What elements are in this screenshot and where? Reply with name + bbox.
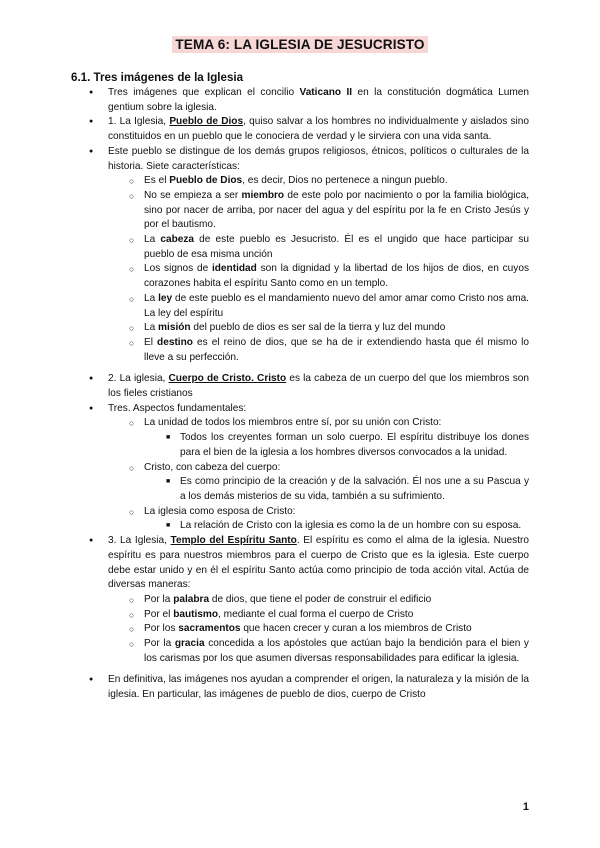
aspect-detail: ■ Es como principio de la creación y de la salvación. Él nos une a su Pascua y a los demás misterios de su vida, también a su sufrimiento. — [144, 475, 529, 504]
aspect-detail: ■ Todos los creyentes forman un solo cuerpo. El espíritu distribuye los dones para el bien de la iglesia a los hombres diversos convocados a la unidad. — [144, 431, 529, 460]
bullet-siete-caracteristicas: ● Este pueblo se distingue de los demás grupos religiosos, étnicos, políticos o culturales de la historia. Siete características: ○ Es el Pueblo de Dios, es decir, Dios no pertenece a ningun pueblo. ○ No se empieza a ser miembro de este polo por nacimiento o por la familia biológica, sino por nacer de arriba, por nacer del agua y del espíritu por la fe en Cristo Jesús y por el bautismo. ○ La cabeza de este pueblo es Jesucristo. Él es el ungido que hace participar su pueblo de esa misma unción ○ Los signos de identidad son la dignidad y la libertad de los hijos de dios, en cuyos corazones habita el espíritu Santo como en un templo. ○ La ley de este pueblo es el mandamiento nuevo del amor amar como Cristo nos ama. La ley del espíritu ○ La misión del pueblo de dios es ser sal de la tierra y luz del mundo ○ El destino es el reino de dios, que se ha de ir extendiendo hasta que él mismo lo lleve a su perfección. — [0, 145, 600, 366]
document-title: TEMA 6: LA IGLESIA DE JESUCRISTO — [172, 36, 427, 53]
characteristic-item: ○ La cabeza de este pueblo es Jesucristo. Él es el ungido que hace participar su pueblo de esa misma unción — [108, 233, 529, 262]
way-item: ○ Por la palabra de dios, que tiene el poder de construir el edificio — [108, 593, 529, 608]
bullet-vaticano: ● Tres imágenes que explican el concilio Vaticano II en la constitución dogmática Lumen gentium sobre la iglesia. — [0, 86, 600, 115]
characteristic-item: ○ La misión del pueblo de dios es ser sal de la tierra y luz del mundo — [108, 321, 529, 336]
underlined-term: Templo del Espíritu Santo — [170, 535, 297, 547]
document-body — [0, 86, 600, 703]
main-bullet-list — [0, 86, 600, 703]
underlined-term: Pueblo de Dios — [169, 116, 244, 128]
ways-list — [108, 593, 529, 667]
aspect-item: ○ Cristo, con cabeza del cuerpo: ■ Es como principio de la creación y de la salvación. Él nos une a su Pascua y a los demás misterios de su vida, también a su sufrimiento. — [108, 461, 529, 505]
bullet-aspectos: ● Tres. Aspectos fundamentales: ○ La unidad de todos los miembros entre sí, por su unión con Cristo: ■ Todos los creyentes forman un solo cuerpo. El espíritu distribuye los dones para el bien de la iglesia a los hombres diversos convocados a la unidad. ○ Cristo, con cabeza del cuerpo: ■ Es como principio de la creación y de la salvación. Él nos une a su Pascua y a los demás misterios de su vida, también a su sufrimiento. ○ La iglesia como esposa de Cristo: ■ La relación de Cristo con la iglesia es como la de un hombre con su esposa. — [0, 402, 600, 534]
page-number: 1 — [522, 801, 529, 813]
aspects-list — [108, 416, 529, 534]
bullet-cuerpo-de-cristo: ● 2. La iglesia, Cuerpo de Cristo. Cristo es la cabeza de un cuerpo del que los miembros son los fieles cristianos — [0, 372, 600, 401]
aspect-detail: ■ La relación de Cristo con la iglesia es como la de un hombre con su esposa. — [144, 519, 529, 534]
aspect-item: ○ La unidad de todos los miembros entre sí, por su unión con Cristo: ■ Todos los creyentes forman un solo cuerpo. El espíritu distribuye los dones para el bien de la iglesia a los hombres diversos convocados a la unidad. — [108, 416, 529, 460]
characteristic-item: ○ El destino es el reino de dios, que se ha de ir extendiendo hasta que él mismo lo lleve a su perfección. — [108, 336, 529, 365]
bullet-conclusion: ● En definitiva, las imágenes nos ayudan a comprender el origen, la naturaleza y la misión de la iglesia. En particular, las imágenes de pueblo de dios, cuerpo de Cristo — [0, 673, 600, 702]
way-item: ○ Por los sacramentos que hacen crecer y curan a los miembros de Cristo — [108, 622, 529, 637]
bullet-pueblo-de-dios: ● 1. La Iglesia, Pueblo de Dios, quiso salvar a los hombres no individualmente y aislados sino constituidos en un pueblo que le conociera de verdad y le sirviera con una vida santa. — [0, 115, 600, 144]
aspect-item: ○ La iglesia como esposa de Cristo: ■ La relación de Cristo con la iglesia es como la de un hombre con su esposa. — [108, 505, 529, 534]
section-heading: 6.1. Tres imágenes de la Iglesia — [71, 71, 244, 84]
underlined-term: Cuerpo de Cristo. Cristo — [168, 373, 287, 385]
characteristic-item: ○ Es el Pueblo de Dios, es decir, Dios no pertenece a ningun pueblo. — [108, 174, 529, 189]
title-container — [0, 36, 600, 55]
way-item: ○ Por el bautismo, mediante el cual forma el cuerpo de Cristo — [108, 608, 529, 623]
characteristics-list — [108, 174, 529, 365]
characteristic-item: ○ La ley de este pueblo es el mandamiento nuevo del amor amar como Cristo nos ama. La ley del espíritu — [108, 292, 529, 321]
way-item: ○ Por la gracia concedida a los apóstoles que actúan bajo la bendición para el bien y los carismas por los que asumen diversas responsabilidades para edificar la iglesia. — [108, 637, 529, 666]
bold-term: Vaticano II — [299, 87, 353, 98]
characteristic-item: ○ Los signos de identidad son la dignidad y la libertad de los hijos de dios, en cuyos corazones habita el espíritu Santo como en un templo. — [108, 262, 529, 291]
bullet-templo-espiritu-santo: ● 3. La Iglesia, Templo del Espíritu Santo. El espíritu es como el alma de la iglesia. Nuestro espíritu es para nuestros miembros para el cuerpo de Cristo que es la iglesia. Este cuerpo debe estar unido y en él el espíritu Santo actúa como principio de toda acción vital. Actúa de diversas maneras: ○ Por la palabra de dios, que tiene el poder de construir el edificio ○ Por el bautismo, mediante el cual forma el cuerpo de Cristo ○ Por los sacramentos que hacen crecer y curan a los miembros de Cristo ○ Por la gracia concedida a los apóstoles que actúan bajo la bendición para el bien y los carismas por los que asumen diversas responsabilidades para edificar la iglesia. — [0, 534, 600, 666]
characteristic-item: ○ No se empieza a ser miembro de este polo por nacimiento o por la familia biológica, sino por nacer de arriba, por nacer del agua y del espíritu por la fe en Cristo Jesús y por el bautismo. — [108, 189, 529, 233]
